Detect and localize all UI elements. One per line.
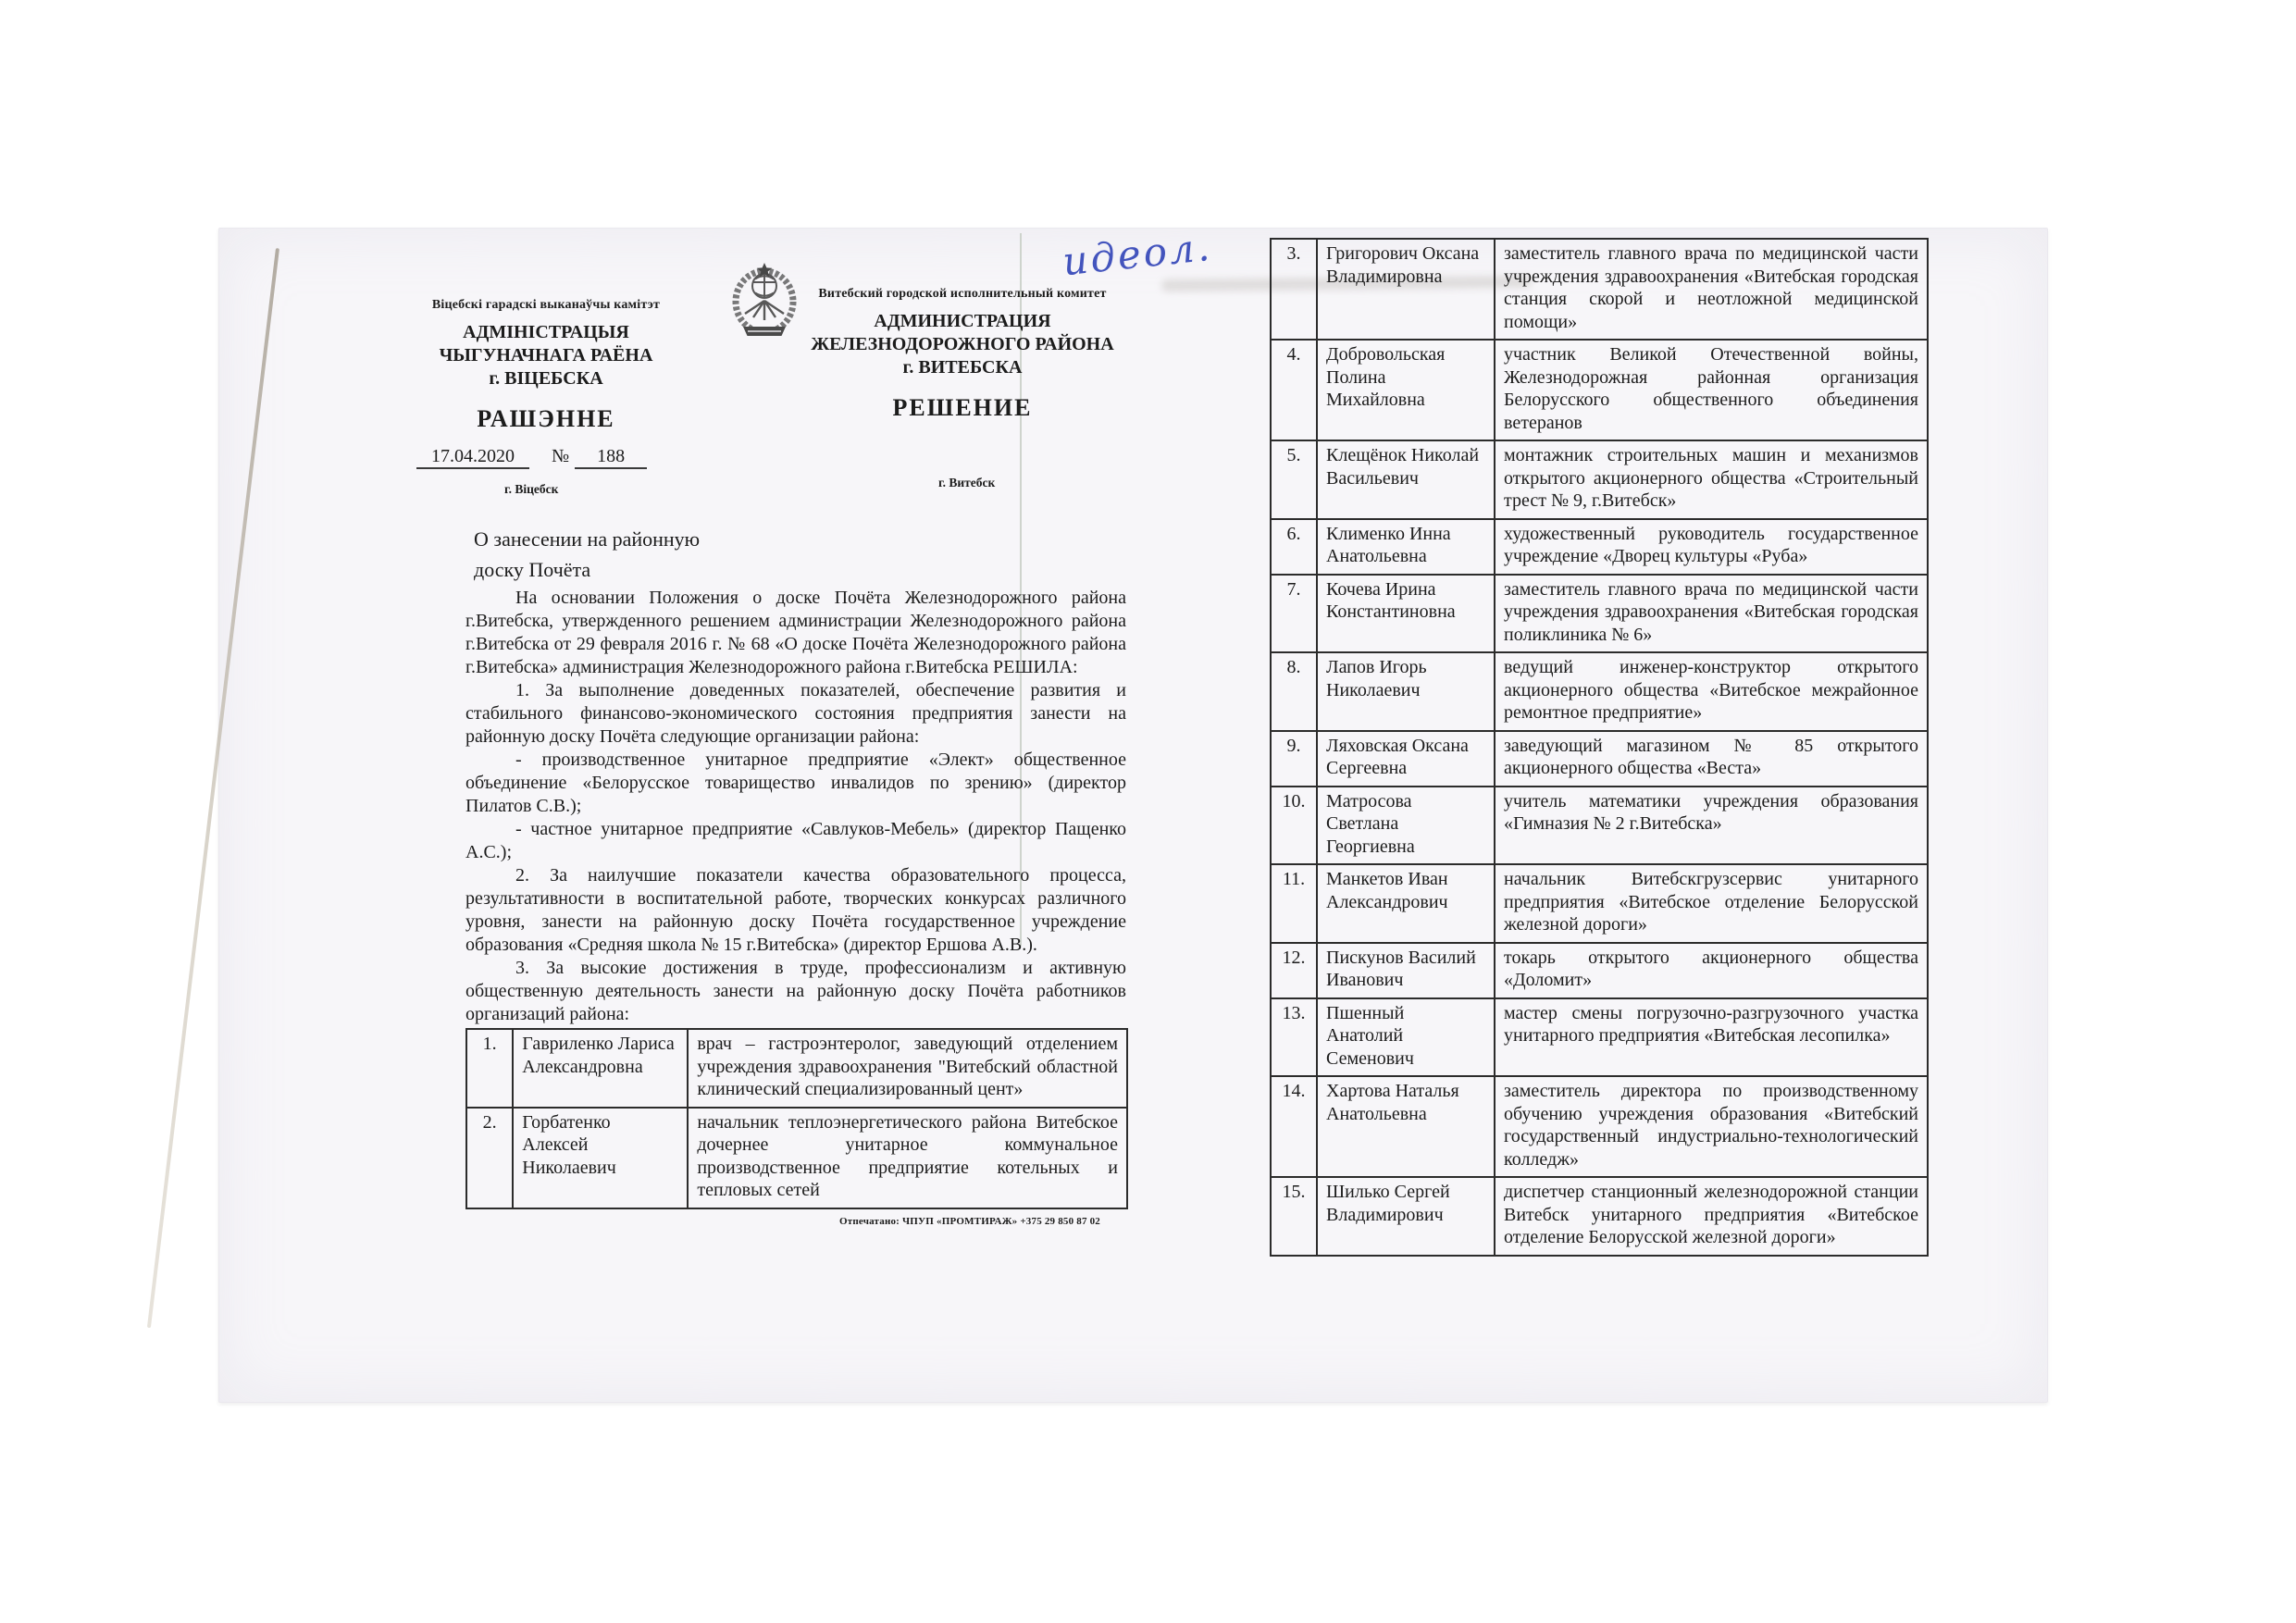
document-body bbox=[465, 587, 1126, 1227]
person-name: Гавриленко Лариса Александровна bbox=[513, 1029, 688, 1108]
body-paragraph: - частное унитарное предприятие «Савлуков-Мебель» (директор Пащенко А.С.); bbox=[465, 819, 1126, 862]
org-line: АДМИНИСТРАЦИЯ bbox=[874, 311, 1051, 331]
person-name: Матросова Светлана Георгиевна bbox=[1317, 787, 1495, 865]
org-line: г. ВІЦЕБСКА bbox=[489, 368, 603, 389]
table-row bbox=[1271, 864, 1928, 943]
handwritten-note: идеол. bbox=[1060, 223, 1215, 285]
person-position: начальник теплоэнергетического района Витебское дочернее унитарное коммунальное производственное предприятие котельных и тепловых сетей bbox=[688, 1108, 1127, 1208]
body-paragraph: 2. За наилучшие показатели качества образовательного процесса, результативности в воспитательной работе, творческих конкурсах различного уровня, занести на районную доску Почёта государственное учреждение образования «Средняя школа № 15 г.Витебска» (директор Ершова А.В.). bbox=[465, 865, 1126, 955]
table-row bbox=[1271, 1177, 1928, 1256]
person-name: Григорович Оксана Владимировна bbox=[1317, 239, 1495, 340]
person-position: начальник Витебскгрузсервис унитарного предприятия «Витебское отделение Белорусской железной дороги» bbox=[1495, 864, 1928, 943]
person-position: ведущий инженер-конструктор открытого акционерного общества «Витебское межрайонное ремонтное предприятие» bbox=[1495, 652, 1928, 731]
row-number: 14. bbox=[1271, 1076, 1317, 1177]
person-name: Клещёнок Николай Васильевич bbox=[1317, 440, 1495, 519]
row-number: 15. bbox=[1271, 1177, 1317, 1256]
number-sign: № bbox=[552, 446, 570, 466]
table-row bbox=[466, 1108, 1127, 1208]
table-row bbox=[1271, 575, 1928, 653]
row-number: 7. bbox=[1271, 575, 1317, 653]
person-position: заместитель главного врача по медицинской части учреждения здравоохранения «Витебская городская станция скорой и неотложной медицинской помощи» bbox=[1495, 239, 1928, 340]
person-position: диспетчер станционный железнодорожной станции Витебск унитарного предприятия «Витебское отделение Белорусской железной дороги» bbox=[1495, 1177, 1928, 1256]
city-label-by: г. Віцебск bbox=[504, 482, 559, 496]
org-line: ЧЫГУНАЧНАГА РАЁНА bbox=[439, 345, 653, 365]
person-name: Пискунов Василий Иванович bbox=[1317, 943, 1495, 998]
row-number: 3. bbox=[1271, 239, 1317, 340]
person-name: Добровольская Полина Михайловна bbox=[1317, 340, 1495, 440]
person-position: врач – гастроэнтеролог, заведующий отделением учреждения здравоохранения "Витебский областной клинический специализированный цент» bbox=[688, 1029, 1127, 1108]
person-position: токарь открытого акционерного общества «Доломит» bbox=[1495, 943, 1928, 998]
person-name: Пшенный Анатолий Семенович bbox=[1317, 998, 1495, 1077]
row-number: 12. bbox=[1271, 943, 1317, 998]
letterhead-left bbox=[342, 298, 750, 433]
row-number: 1. bbox=[466, 1029, 513, 1108]
committee-name-by: Віцебскі гарадскі выканаўчы камітэт bbox=[431, 298, 661, 312]
row-number: 13. bbox=[1271, 998, 1317, 1077]
person-name: Клименко Инна Анатольевна bbox=[1317, 519, 1495, 575]
body-paragraph: - производственное унитарное предприятие «Элект» общественное объединение «Белорусское товарищество инвалидов по зрению» (директор Пилатов С.В.); bbox=[465, 750, 1126, 816]
honor-board-table-page1 bbox=[465, 1028, 1128, 1209]
doc-type-by: РАШЭННЕ bbox=[477, 405, 615, 432]
person-position: художественный руководитель государственное учреждение «Дворец культуры «Руба» bbox=[1495, 519, 1928, 575]
person-name: Манкетов Иван Александрович bbox=[1317, 864, 1495, 943]
row-number: 5. bbox=[1271, 440, 1317, 519]
person-position: заместитель директора по производственному обучению учреждения образования «Витебский государственный индустриально-технологический колледж» bbox=[1495, 1076, 1928, 1177]
print-shop-note: Отпечатано: ЧПУП «ПРОМТИРАЖ» +375 29 850 87 02 bbox=[838, 1215, 1100, 1227]
person-position: мастер смены погрузочно-разгрузочного участка унитарного предприятия «Витебская лесопилка» bbox=[1495, 998, 1928, 1077]
org-line: г. ВИТЕБСКА bbox=[902, 357, 1023, 378]
person-name: Ляховская Оксана Сергеевна bbox=[1317, 731, 1495, 787]
person-name: Лапов Игорь Николаевич bbox=[1317, 652, 1495, 731]
table-row bbox=[1271, 652, 1928, 731]
subject-title bbox=[474, 524, 700, 585]
person-name: Кочева Ирина Константиновна bbox=[1317, 575, 1495, 653]
row-number: 10. bbox=[1271, 787, 1317, 865]
org-line: АДМІНІСТРАЦЫЯ bbox=[463, 322, 629, 342]
table-row bbox=[1271, 998, 1928, 1077]
row-number: 2. bbox=[466, 1108, 513, 1208]
table-row bbox=[1271, 519, 1928, 575]
table-row bbox=[1271, 943, 1928, 998]
table-row bbox=[1271, 731, 1928, 787]
person-position: заведующий магазином № 85 открытого акционерного общества «Веста» bbox=[1495, 731, 1928, 787]
city-label-ru: г. Витебск bbox=[938, 476, 996, 489]
honor-board-table-page2 bbox=[1270, 238, 1929, 1257]
person-position: заместитель главного врача по медицинской части учреждения здравоохранения «Витебская городская поликлиника № 6» bbox=[1495, 575, 1928, 653]
committee-name-ru: Витебский городской исполнительный комитет bbox=[818, 287, 1107, 301]
person-name: Горбатенко Алексей Николаевич bbox=[513, 1108, 688, 1208]
letterhead-right bbox=[759, 287, 1166, 422]
row-number: 9. bbox=[1271, 731, 1317, 787]
body-paragraph: На основании Положения о доске Почёта Железнодорожного района г.Витебска, утвержденного решением администрации Железнодорожного района г.Витебска от 29 февраля 2016 г. № 68 «О доске Почёта Железнодорожного района г.Витебска» администрация Железнодорожного района г.Витебска РЕШИЛА: bbox=[465, 588, 1126, 677]
doc-number-field: 188 bbox=[575, 446, 647, 469]
row-number: 11. bbox=[1271, 864, 1317, 943]
body-paragraph: 1. За выполнение доведенных показателей, обеспечение развития и стабильного финансово-экономического состояния предприятия занести на районную доску Почёта следующие организации района: bbox=[465, 680, 1126, 747]
org-line: ЖЕЛЕЗНОДОРОЖНОГО РАЙОНА bbox=[811, 334, 1114, 354]
table-row bbox=[1271, 1076, 1928, 1177]
body-paragraph: 3. За высокие достижения в труде, профессионализм и активную общественную деятельность занести на районную доску Почёта работников организаций района: bbox=[465, 958, 1126, 1024]
subject-line: доску Почёта bbox=[474, 558, 591, 581]
person-name: Хартова Наталья Анатольевна bbox=[1317, 1076, 1495, 1177]
person-name: Шилько Сергей Владимирович bbox=[1317, 1177, 1495, 1256]
date-field: 17.04.2020 bbox=[416, 446, 529, 469]
person-position: участник Великой Отечественной войны, Железнодорожная районная организация Белорусского общественного объединения ветеранов bbox=[1495, 340, 1928, 440]
table-row bbox=[466, 1029, 1127, 1108]
person-position: монтажник строительных машин и механизмов открытого акционерного общества «Строительный трест № 9, г.Витебск» bbox=[1495, 440, 1928, 519]
row-number: 4. bbox=[1271, 340, 1317, 440]
table-row bbox=[1271, 239, 1928, 340]
person-position: учитель математики учреждения образования «Гимназия № 2 г.Витебска» bbox=[1495, 787, 1928, 865]
date-number-line bbox=[416, 446, 647, 469]
row-number: 6. bbox=[1271, 519, 1317, 575]
table-row bbox=[1271, 787, 1928, 865]
row-number: 8. bbox=[1271, 652, 1317, 731]
doc-type-ru: РЕШЕНИЕ bbox=[892, 394, 1033, 421]
subject-line: О занесении на районную bbox=[474, 527, 701, 551]
table-row bbox=[1271, 340, 1928, 440]
table-row bbox=[1271, 440, 1928, 519]
